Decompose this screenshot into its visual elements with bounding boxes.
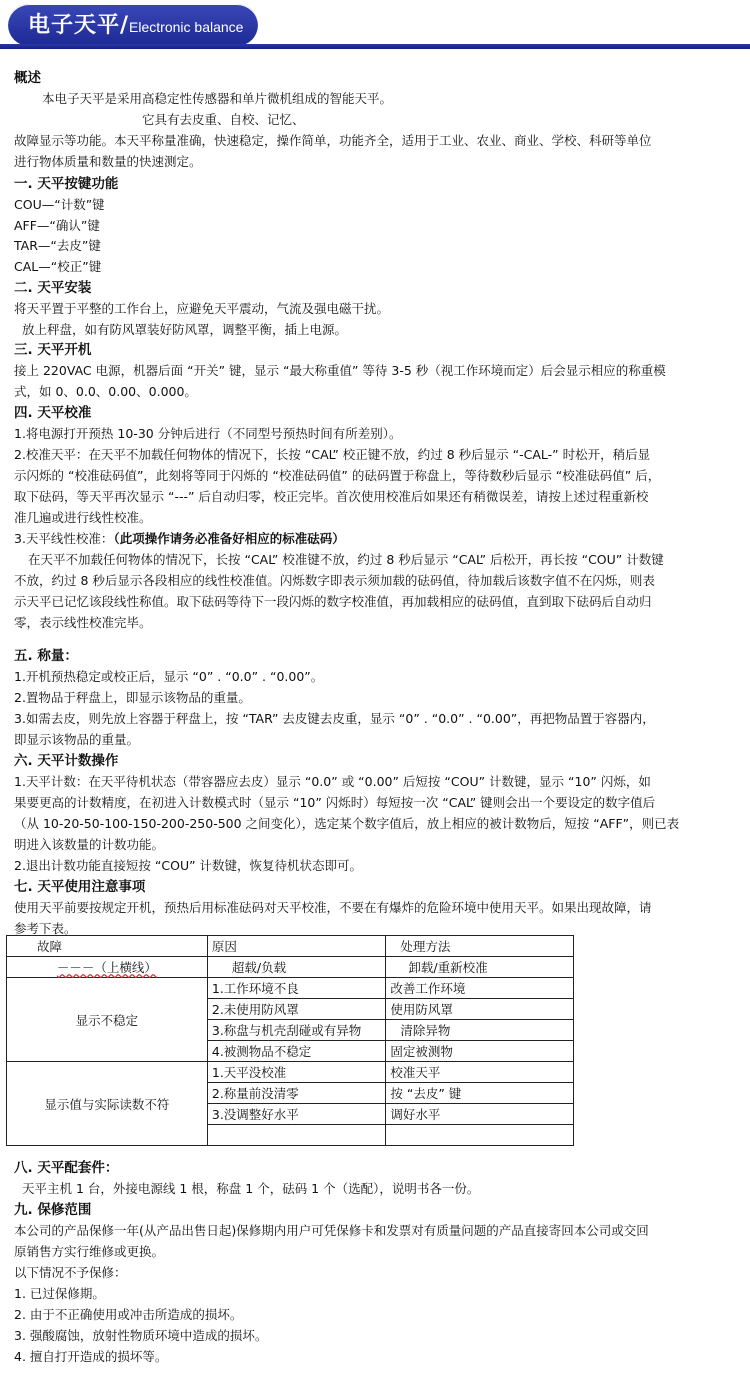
body-line: 示天平已记忆该段线性称值。取下砝码等待下一段闪烁的数字校准值，再加载相应的砝码值，直到取下砝码后自动归	[14, 594, 652, 609]
title-cn: 电子天平/	[28, 13, 130, 38]
section-heading: 一. 天平按键功能	[14, 176, 119, 192]
table-row	[7, 1062, 574, 1083]
body-line: 在天平不加载任何物体的情况下，长按 “CAL” 校准键不放，约过 8 秒后显示 “CAL” 后松开，再长按 “COU” 计数键	[28, 552, 664, 567]
body-line: 1.将电源打开预热 10-30 分钟后进行（不同型号预热时间有所差别）。	[14, 426, 402, 441]
fix-cell: 校准天平	[386, 1062, 574, 1083]
header-underline	[0, 44, 750, 49]
body-line: 天平主机 1 台，外接电源线 1 根，称盘 1 个，砝码 1 个（选配），说明书各一份。	[22, 1181, 480, 1196]
body-line: 使用天平前要按规定开机，预热后用标准砝码对天平校准，不要在有爆炸的危险环境中使用天平。如果出现故障，请	[14, 900, 652, 915]
fix-cell: 卸载/重新校准	[386, 957, 574, 978]
body-line: 果要更高的计数精度，在初进入计数模式时（显示 “10” 闪烁时）每短按一次 “CAL” 键则会出一个要设定的数字值后	[14, 795, 656, 810]
body-line: 2.校准天平：在天平不加载任何物体的情况下，长按 “CAL” 校正键不放，约过 8 秒后显示 “-CAL-” 时松开，稍后显	[14, 447, 651, 462]
body-line: 3.如需去皮，则先放上容器于秤盘上，按 “TAR” 去皮键去皮重，显示 “0” . “0.0” . “0.00”，再把物品置于容器内，	[14, 711, 655, 726]
body-line	[14, 529, 345, 549]
header-banner	[0, 0, 750, 55]
linear-cal-warning: （此项操作请务必准备好相应的标准砝码）	[113, 531, 345, 546]
table-row	[7, 957, 574, 978]
fault-cell: 显示值与实际读数不符	[7, 1062, 208, 1146]
section-heading: 七. 天平使用注意事项	[14, 879, 146, 895]
body-line: 准几遍或进行线性校准。	[14, 510, 152, 525]
body-line: 将天平置于平整的工作台上，应避免天平震动，气流及强电磁干扰。	[14, 301, 390, 316]
body-line: 放上秤盘，如有防风罩装好防风罩，调整平衡，插上电源。	[22, 322, 348, 337]
table-header: 处理方法	[386, 936, 574, 957]
body-line: 2.置物品于秤盘上，即显示该物品的重量。	[14, 690, 251, 705]
table-header: 原因	[207, 936, 386, 957]
cause-cell: 超载/负载	[207, 957, 386, 978]
key-item: AFF—“确认”键	[14, 218, 100, 233]
body-line: 接上 220VAC 电源，机器后面 “开关” 键，显示 “最大称重值” 等待 3-5 秒（视工作环境而定）后会显示相应的称重模	[14, 363, 666, 378]
page-title	[28, 8, 243, 39]
body-line: 明进入该数量的计数功能。	[14, 837, 165, 852]
cause-cell: 2.称量前没清零	[207, 1083, 386, 1104]
fault-overline-text: －－－（上横线）	[56, 960, 157, 975]
body-line: 本公司的产品保修一年(从产品出售日起)保修期内用户可凭保修卡和发票对有质量问题的产品直接寄回本公司或交回	[14, 1223, 649, 1238]
body-line: 零，表示线性校准完毕。	[14, 615, 152, 630]
body-line: 1.开机预热稳定或校正后，显示 “0” . “0.0” . “0.00”。	[14, 669, 324, 684]
body-line: 1.天平计数：在天平待机状态（带容器应去皮）显示 “0.0” 或 “0.00” 后短按 “COU” 计数键，显示 “10” 闪烁，如	[14, 774, 651, 789]
body-line: 原销售方实行维修或更换。	[14, 1244, 165, 1259]
body-line: 即显示该物品的重量。	[14, 732, 140, 747]
body-line: 不放，约过 8 秒后显示各段相应的线性校准值。闪烁数字即表示须加载的砝码值，待加载后该数字值不在闪烁，则表	[14, 573, 655, 588]
list-item: 1. 已过保修期。	[14, 1286, 105, 1301]
list-item: 4. 擅自打开造成的损坏等。	[14, 1349, 168, 1364]
troubleshooting-table	[6, 935, 574, 1146]
section-heading: 四. 天平校准	[14, 405, 92, 421]
section-heading: 二. 天平安装	[14, 280, 92, 296]
body-line: 以下情况不予保修：	[14, 1265, 127, 1280]
overview-line: 本电子天平是采用高稳定性传感器和单片微机组成的智能天平。	[42, 91, 393, 106]
section-heading: 六. 天平计数操作	[14, 753, 119, 769]
cause-cell: 3.称盘与机壳刮碰或有异物	[207, 1020, 386, 1041]
fix-cell: 调好水平	[386, 1104, 574, 1125]
cause-cell: 1.天平没校准	[207, 1062, 386, 1083]
fault-cell: 显示不稳定	[7, 978, 208, 1062]
fix-cell	[386, 1125, 574, 1146]
list-item: 2. 由于不正确使用或冲击所造成的损坏。	[14, 1307, 243, 1322]
cause-cell: 4.被测物品不稳定	[207, 1041, 386, 1062]
overview-line: 故障显示等功能。本天平称量准确，快速稳定，操作简单，功能齐全，适用于工业、农业、商业、学校、科研等单位	[14, 133, 652, 148]
body-line: 示闪烁的 “校准砝码值”，此刻将等同于闪烁的 “校准砝码值” 的砝码置于称盘上，等待数秒后显示 “校准砝码值” 后，	[14, 468, 661, 483]
fix-cell: 使用防风罩	[386, 999, 574, 1020]
key-item: CAL—“校正”键	[14, 259, 102, 274]
table-header: 故障	[7, 936, 208, 957]
key-item: COU—“计数”键	[14, 197, 105, 212]
list-item: 3. 强酸腐蚀，放射性物质环境中造成的损坏。	[14, 1328, 268, 1343]
cause-cell: 2.未使用防风罩	[207, 999, 386, 1020]
linear-cal-label: 3.天平线性校准：	[14, 531, 114, 546]
table-row	[7, 978, 574, 999]
fix-cell: 按 “去皮” 键	[386, 1083, 574, 1104]
body-line: （从 10-20-50-100-150-200-250-500 之间变化），选定某个数字值后，放上相应的被计数物后，短按 “AFF”，则已表	[14, 816, 680, 831]
body-line: 式，如 0、0.0、0.00、0.000。	[14, 384, 197, 399]
title-en: Electronic balance	[129, 19, 244, 35]
body-line: 参考下表。	[14, 921, 77, 936]
fix-cell: 清除异物	[386, 1020, 574, 1041]
key-item: TAR—“去皮”键	[14, 238, 101, 253]
body-line: 2.退出计数功能直接短按 “COU” 计数键，恢复待机状态即可。	[14, 858, 363, 873]
overview-heading: 概述	[14, 70, 41, 86]
body-line: 取下砝码，等天平再次显示 “---” 后自动归零，校正完毕。首次使用校准后如果还有稍微误差，请按上述过程重新校	[14, 489, 649, 504]
cause-cell: 1.工作环境不良	[207, 978, 386, 999]
cause-cell: 3.没调整好水平	[207, 1104, 386, 1125]
section-heading: 三. 天平开机	[14, 342, 92, 358]
cause-cell	[207, 1125, 386, 1146]
fault-cell	[7, 957, 208, 978]
section-heading: 五. 称量：	[14, 648, 78, 664]
fix-cell: 改善工作环境	[386, 978, 574, 999]
section-heading: 九. 保修范围	[14, 1202, 92, 1218]
section-heading: 八. 天平配套件：	[14, 1160, 119, 1176]
overview-line: 进行物体质量和数量的快速测定。	[14, 154, 202, 169]
fix-cell: 固定被测物	[386, 1041, 574, 1062]
overview-line: 它具有去皮重、自校、记忆、	[142, 112, 305, 127]
table-header-row	[7, 936, 574, 957]
